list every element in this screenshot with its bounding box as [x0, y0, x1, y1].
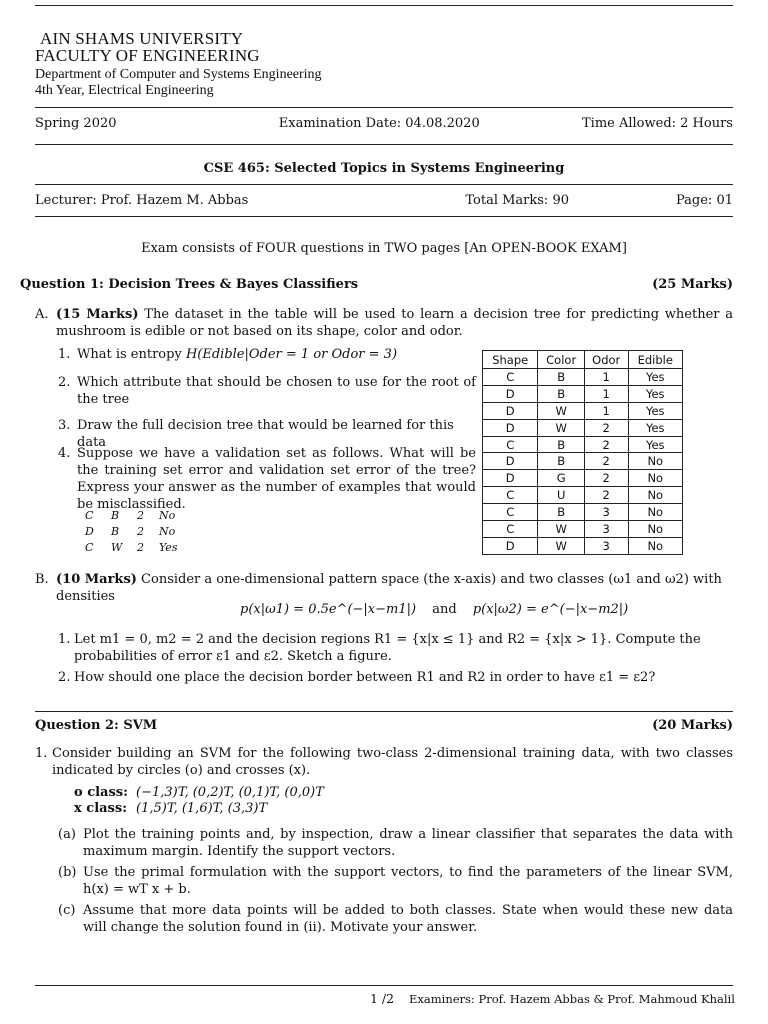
entropy-expression: H(Edible|Oder = 1 or Odor = 3): [185, 347, 398, 362]
table-cell: 2: [584, 487, 628, 504]
density-1: p(x|ω1) = 0.5e^(−|x−m1|): [240, 602, 417, 617]
table-cell: No: [628, 521, 682, 538]
validation-row: [85, 525, 175, 538]
part-a-label: A.: [35, 307, 49, 322]
a-item-3-num: 3.: [58, 418, 71, 433]
department-name: Department of Computer and Systems Engineering: [35, 67, 322, 82]
b-item-2-num: 2.: [58, 670, 71, 685]
table-cell: Yes: [628, 436, 682, 453]
table-cell: No: [628, 470, 682, 487]
density-2: p(x|ω2) = e^(−|x−m2|): [472, 602, 629, 617]
table-cell: 1: [584, 402, 628, 419]
exam-date: Examination Date: 04.08.2020: [278, 116, 480, 131]
table-cell: 1: [584, 369, 628, 386]
table-cell: C: [483, 521, 538, 538]
a-item-1-num: 1.: [58, 347, 71, 362]
table-cell: D: [483, 453, 538, 470]
a-item-4-text: Suppose we have a validation set as follows. What will be the training set error and validation set error of the tree? Express your answer as the number of examples that would be misclassified.: [77, 446, 476, 512]
question-2-marks: (20 Marks): [652, 718, 733, 733]
a-item-1: [77, 346, 477, 363]
table-cell: C: [483, 436, 538, 453]
part-b-label: B.: [35, 572, 49, 587]
question-1-title: Question 1: Decision Trees & Bayes Classifiers: [20, 277, 359, 292]
footer-page: 1 /2: [370, 991, 395, 1006]
table-cell: 3: [584, 521, 628, 538]
x-class-label: x class:: [74, 801, 127, 816]
table-cell: 2: [584, 436, 628, 453]
question-1-marks: (25 Marks): [652, 277, 733, 292]
b-item-1-num: 1.: [58, 632, 71, 647]
question-1-header: [20, 276, 733, 293]
exam-time: Time Allowed: 2 Hours: [581, 116, 733, 131]
table-row: [483, 402, 683, 419]
table-row: [483, 487, 683, 504]
q2-item-1-num: 1.: [35, 746, 48, 761]
table-row: [483, 537, 683, 554]
exam-note: Exam consists of FOUR questions in TWO pages [An OPEN-BOOK EXAM]: [141, 241, 627, 256]
b-item-2-text: How should one place the decision border between R1 and R2 in order to have ε1 = ε2?: [74, 670, 656, 685]
table-cell: 2: [584, 470, 628, 487]
subitem-b-label: (b): [58, 865, 77, 880]
col-header: Edible: [628, 351, 682, 369]
course-title: CSE 465: Selected Topics in Systems Engineering: [203, 161, 565, 176]
part-a-body: The dataset in the table will be used to learn a decision tree for predicting whether a mushroom is edible or not based on its shape, color and odor.: [56, 307, 733, 339]
table-cell: W: [538, 521, 584, 538]
course-top-rule: [35, 144, 733, 145]
course-bottom-rule: [35, 184, 733, 185]
val-cell: C: [85, 541, 94, 554]
o-class-points: (−1,3)T, (0,2)T, (0,1)T, (0,0)T: [136, 785, 324, 800]
subitem-b-text: Use the primal formulation with the support vectors, to find the parameters of the linear SVM, h(x) = wT x + b.: [83, 865, 733, 897]
a-item-1-text: What is entropy: [77, 347, 186, 362]
question-2-title: Question 2: SVM: [35, 718, 158, 733]
part-a-marks: (15 Marks): [56, 307, 139, 322]
lecturer: Lecturer: Prof. Hazem M. Abbas: [35, 193, 249, 208]
year-line: 4th Year, Electrical Engineering: [35, 83, 214, 98]
val-cell: Yes: [159, 541, 178, 554]
table-cell: U: [538, 487, 584, 504]
table-cell: W: [538, 419, 584, 436]
o-class-label: o class:: [74, 785, 128, 800]
table-cell: D: [483, 402, 538, 419]
table-cell: No: [628, 537, 682, 554]
table-cell: B: [538, 436, 584, 453]
density-and: and: [432, 602, 457, 617]
col-header: Shape: [483, 351, 538, 369]
col-header: Odor: [584, 351, 628, 369]
footer-rule: [35, 985, 733, 986]
validation-row: [85, 509, 175, 522]
page-number: Page: 01: [676, 193, 733, 208]
val-cell: W: [111, 541, 123, 554]
val-cell: No: [159, 525, 176, 538]
subitem-c-label: (c): [58, 903, 76, 918]
table-cell: B: [538, 385, 584, 402]
header-rule: [35, 107, 733, 108]
table-cell: 1: [584, 385, 628, 402]
part-b-marks: (10 Marks): [56, 572, 137, 587]
density-equation: [240, 601, 628, 618]
x-class-row: [74, 800, 267, 817]
table-row: [483, 385, 683, 402]
question-divider: [35, 711, 733, 712]
table-row: [483, 521, 683, 538]
question-2-header: [35, 717, 733, 734]
footer-examiners: Examiners: Prof. Hazem Abbas & Prof. Mahmoud Khalil: [409, 992, 735, 1006]
val-cell: C: [85, 509, 94, 522]
a-item-3-text: Draw the full decision tree that would be learned for this data: [77, 418, 454, 450]
table-cell: No: [628, 487, 682, 504]
subitem-c-text: Assume that more data points will be added to both classes. State when would these new data will change the solution found in (ii). Motivate your answer.: [83, 903, 733, 935]
table-cell: Yes: [628, 385, 682, 402]
b-item-1-text: Let m1 = 0, m2 = 2 and the decision regions R1 = {x|x ≤ 1} and R2 = {x|x > 1}. Compute the probabilities of error ε1 and ε2. Sketch a figure.: [74, 632, 701, 664]
val-cell: D: [85, 525, 94, 538]
table-cell: B: [538, 504, 584, 521]
table-cell: 2: [584, 453, 628, 470]
lecturer-bottom-rule: [35, 216, 733, 217]
table-row: [483, 453, 683, 470]
q2-item-1-text: Consider building an SVM for the following two-class 2-dimensional training data, with two classes indicated by circles (o) and crosses (x).: [52, 746, 733, 778]
table-cell: C: [483, 487, 538, 504]
table-cell: W: [538, 402, 584, 419]
a-item-2-num: 2.: [58, 375, 71, 390]
exam-info-row: [35, 115, 733, 132]
table-cell: D: [483, 470, 538, 487]
table-cell: G: [538, 470, 584, 487]
validation-row: [85, 541, 177, 554]
table-cell: B: [538, 369, 584, 386]
table-cell: W: [538, 537, 584, 554]
table-cell: C: [483, 504, 538, 521]
mushroom-table: [482, 350, 683, 555]
table-row: [483, 369, 683, 386]
total-marks: Total Marks: 90: [465, 193, 569, 208]
val-cell: 2: [137, 525, 144, 538]
mushroom-table-body: [483, 369, 683, 555]
table-cell: B: [538, 453, 584, 470]
part-b-body: Consider a one-dimensional pattern space (the x-axis) and two classes (ω1 and ω2) with densities: [56, 572, 722, 604]
part-a-text: [56, 306, 733, 340]
subitem-a-label: (a): [58, 827, 76, 842]
table-cell: 3: [584, 537, 628, 554]
table-cell: 2: [584, 419, 628, 436]
table-row: [483, 419, 683, 436]
o-class-row: [74, 784, 324, 801]
table-cell: No: [628, 453, 682, 470]
table-header-row: [483, 351, 683, 369]
top-rule: [35, 5, 733, 6]
x-class-points: (1,5)T, (1,6)T, (3,3)T: [136, 801, 268, 816]
university-name: AIN SHAMS UNIVERSITY: [40, 29, 244, 48]
table-cell: D: [483, 419, 538, 436]
table-row: [483, 470, 683, 487]
table-cell: 3: [584, 504, 628, 521]
table-row: [483, 436, 683, 453]
subitem-a-text: Plot the training points and, by inspection, draw a linear classifier that separates the data with maximum margin. Identify the support vectors.: [83, 827, 733, 859]
val-cell: 2: [137, 509, 144, 522]
col-header: Color: [538, 351, 584, 369]
val-cell: No: [159, 509, 176, 522]
val-cell: B: [111, 525, 120, 538]
val-cell: B: [111, 509, 120, 522]
table-cell: No: [628, 504, 682, 521]
table-cell: D: [483, 537, 538, 554]
table-cell: Yes: [628, 369, 682, 386]
a-item-4-num: 4.: [58, 446, 71, 461]
lecturer-row: [35, 192, 733, 209]
table-cell: D: [483, 385, 538, 402]
table-cell: Yes: [628, 402, 682, 419]
table-row: [483, 504, 683, 521]
table-cell: C: [483, 369, 538, 386]
table-cell: Yes: [628, 419, 682, 436]
part-b-text: [56, 571, 733, 605]
a-item-2-text: Which attribute that should be chosen to use for the root of the tree: [77, 375, 476, 407]
exam-term: Spring 2020: [35, 116, 117, 131]
val-cell: 2: [137, 541, 144, 554]
faculty-name: FACULTY OF ENGINEERING: [35, 46, 260, 65]
